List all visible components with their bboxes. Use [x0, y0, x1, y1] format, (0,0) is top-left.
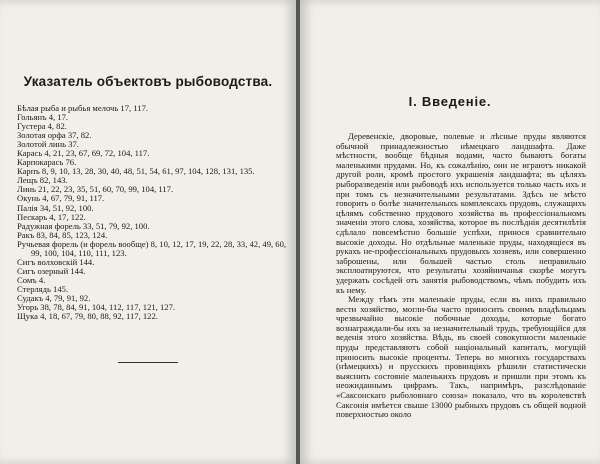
chapter-title: I. Введенiе.: [408, 94, 492, 109]
body-text: [336, 132, 586, 420]
index-entry: Щука 4, 18, 67, 79, 80, 88, 92, 117, 122.: [17, 311, 158, 322]
index-entry: Ракъ 83, 84, 85, 123, 124.: [17, 229, 108, 240]
index-entry: Сигъ озерный 144.: [17, 265, 86, 276]
end-rule: [118, 362, 178, 363]
index-entry: Сигъ волховскiй 144.: [17, 256, 95, 267]
index-entry: Гольянъ 4, 17.: [17, 112, 69, 123]
index-list: [17, 104, 289, 321]
index-entry: Карась 4, 21, 23, 67, 69, 72, 104, 117.: [17, 148, 150, 159]
index-entry: Бѣлая рыба и рыбья мелочь 17, 117.: [17, 103, 149, 113]
paragraph: Деревенскiе, дворовые, полевые и лѣсные пруды являются обычной принадлежностью нѣмецкаго ландшафта. Даже мѣстности, вообще бѣдныя водами, часто бываютъ богаты маленькими прудами. Но, къ сожалѣнiю, они не играютъ никакой другой роли, кромѣ простого украшенiя ландшафта; въ цѣляхъ рыборазведенiя или рыбоводѣ ихъ используется только часть ихъ и при томъ съ незначительными результатами. Здѣсь не мѣсто говорить о болѣе значительныхъ комплексахъ прудовъ, служащихъ цѣлямъ собственно прудового хозяйства въ профессiональномъ значенiи этого слова, хозяйства, которое въ послѣднiя десятилѣтiя сдѣлало повсемѣстно большiе успѣхи, принося сравнительно высокiе доходы. Но отдѣльные маленькiе пруды, находящiеся въ рукахъ не-профессiональныхъ прудовыхъ хозяевъ, или совершенно заброшены, или большей частью столь неправильно эксплоатируются, что результаты хозяйничанья скорѣе могутъ удержать сосѣдей отъ занятiя рыбоводствомъ, чѣмъ побудить ихъ къ нему.: [336, 131, 586, 295]
index-entry: Радужная форель 33, 51, 79, 92, 100.: [17, 220, 150, 231]
index-entry: Угорь 38, 78, 84, 91, 104, 112, 117, 121, 127.: [17, 302, 176, 313]
index-entry: Судакъ 4, 79, 91, 92.: [17, 292, 91, 303]
index-entry: Густера 4, 82.: [17, 121, 67, 132]
index-entry: Окунь 4, 67, 79, 91, 117.: [17, 193, 105, 204]
index-entry: Лещъ 82, 143.: [17, 175, 68, 186]
index-entry: Ручьевая форель (и форель вообще) 8, 10, 12, 17, 19, 22, 28, 33, 42, 49, 60, 99, 100, 104, 110, 111, 123.: [17, 238, 287, 258]
index-entry: Золотой линь 37.: [17, 139, 79, 150]
index-title: Указатель объектовъ рыбоводства.: [23, 74, 273, 89]
index-entry: Линь 21, 22, 23, 35, 51, 60, 70, 99, 104, 117.: [17, 184, 174, 195]
index-entry: Стерлядь 145.: [17, 283, 69, 294]
index-entry: Пескарь 4, 17, 122.: [17, 211, 86, 222]
index-entry: Карпокарась 76.: [17, 157, 77, 168]
index-entry: Сомъ 4.: [17, 274, 46, 285]
paragraph: Между тѣмъ эти маленькiе пруды, если въ нихъ правильно вести хозяйство, могли-бы часто приносить своимъ владѣльцамъ чрезвычайно высокiе побочные доходы, которые богато вознаграждали-бы ихъ за незначительный трудъ, требующiйся для веденiя этого хозяйства. Вѣдь, въ своей совокупности маленькiе пруды представляютъ собой нацiональный капиталъ, могущiй приносить высокiе проценты. Теперь во многихъ государствахъ (нѣмецкихъ) и прусскихъ провинцiяхъ рѣшили статистически выяснить состоянiе маленькихъ прудовъ и пришли при этомъ къ неожиданнымъ цифрамъ. Такъ, напримѣръ, разслѣдованiе «Саксонскаго рыболовнаго союза» показало, что въ королевствѣ Саксонiя имѣется свыше 13000 рыбныхъ прудовъ съ общей водной поверхностью около: [336, 294, 586, 420]
index-entry: Золотая орфа 37, 82.: [17, 130, 92, 141]
index-entry: Карпъ 8, 9, 10, 13, 28, 30, 40, 48, 51, 54, 61, 97, 104, 128, 131, 135.: [17, 166, 255, 177]
index-entry: Палія 34, 51, 92, 100.: [17, 202, 94, 213]
